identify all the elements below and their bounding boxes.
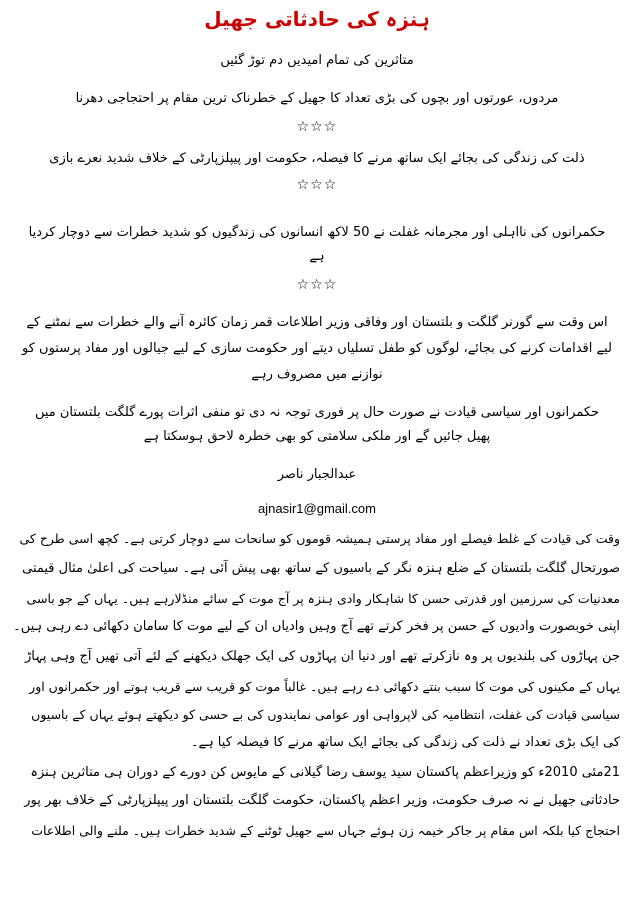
- body-line: یہاں کے مکینوں کی موت کا سبب بنتے دکھائی دے رہے ہیں۔ غالباً موت کو قریب سے قریب ہوتے اور حکمرانوں اور: [29, 679, 620, 694]
- headline-2: ذلت کی زندگی کی بجائے ایک ساتھ مرنے کا فیصلہ، حکومت اور پیپلزپارٹی کے خلاف شدید نعرے بازی: [49, 151, 585, 166]
- body-line: 21مئی 2010ء کو وزیراعظم پاکستان سید یوسف رضا گیلانی کے مایوس کن دورے کے دوران ہی متاثرین ہنزہ: [30, 765, 620, 780]
- body-line: کی ایک بڑی تعداد نے ذلت کی زندگی کی بجائے ایک ساتھ مرنے کا فیصلہ کیا ہے۔: [190, 735, 620, 750]
- star-separator: ☆☆☆: [296, 177, 338, 193]
- lead-line: حکمرانوں اور سیاسی قیادت نے صورت حال پر فوری توجہ نہ دی تو منفی اثرات پورے گلگت بلتستان میں: [34, 405, 600, 420]
- article-title: ہنزہ کی حادثاتی جھیل: [204, 7, 430, 31]
- lead-line: نوازنے میں مصروف رہے: [251, 367, 383, 382]
- body-line: حادثاتی جھیل نے نہ صرف حکومت، وزیر اعظم پاکستان، حکومت گلگت بلتستان اور پیپلزپارٹی کے خلاف بھر پور: [24, 793, 620, 808]
- lead-line: اس وقت سے گورنر گلگت و بلتستان اور وفاقی وزیر اطلاعات قمر زمان کائرہ آنے والے خطرات سے نمٹنے کے: [26, 315, 608, 330]
- body-line: سیاسی قیادت کی غفلت، انتظامیہ کی لاپرواہی اور عوامی نمایندوں کی بے حسی کو دیکھتے ہوئے یہاں کے باسیوں: [31, 707, 620, 722]
- headline-3-line-2: ہے: [309, 249, 325, 264]
- headline-1: مردوں، عورتوں اور بچوں کی بڑی تعداد کا جھیل کے خطرناک ترین مقام پر احتجاجی دھرنا: [75, 91, 559, 106]
- body-line: جن پہاڑوں کی بلندیوں پر وہ نازکرتے تھے اور دنیا ان پہاڑوں کی ایک جھلک دیکھنے کے لئے آتی تھیں آج وہی پہاڑ: [25, 649, 620, 664]
- star-separator: ☆☆☆: [296, 277, 338, 293]
- body-line: اپنی خوبصورت وادیوں کے حسن پر فخر کرتے تھے آج وہیں وادیاں ان کے لیے موت کا سامان دکھائی دے رہی ہیں۔: [13, 619, 620, 634]
- article-subtitle: متاثرین کی تمام امیدیں دم توڑ گئیں: [220, 53, 414, 68]
- author-email[interactable]: ajnasir1@gmail.com: [258, 501, 376, 516]
- author-email-row: [0, 500, 634, 519]
- lead-line: پھیل جائیں گے اور ملکی سلامتی کو بھی خطرہ لاحق ہوسکتا ہے: [143, 429, 491, 444]
- body-line: معدنیات کی سرزمین اور قدرتی حسن کا شاہکار وادی ہنزہ پر آج موت کے سائے منڈلارہے ہیں۔ یہاں کے جو باسی: [26, 591, 620, 606]
- author-name: عبدالجبار ناصر: [277, 467, 357, 482]
- star-separator: ☆☆☆: [296, 119, 338, 135]
- headline-3-line-1: حکمرانوں کی نااہلی اور مجرمانہ غفلت نے 50 لاکھ انسانوں کی زندگیوں کو شدید خطرات سے دوچار کردیا: [28, 225, 606, 240]
- lead-line: لیے اقدامات کرنے کی بجائے، لوگوں کو طفل تسلیاں دیتے اور حکومت سازی کے لیے جیالوں اور مفاد پرستوں کو: [22, 341, 612, 356]
- body-line: وقت کی قیادت کے غلط فیصلے اور مفاد پرستی ہمیشہ قوموں کو سانحات سے دوچار کرتی ہے۔ کچھ اسی طرح کی: [19, 531, 620, 546]
- body-line: احتجاج کیا بلکہ اس مقام پر جاکر خیمہ زن ہوئے جہاں سے جھیل ٹوٹنے کے شدید خطرات ہیں۔ ملنے والی اطلاعات: [31, 823, 620, 838]
- body-line: صورتحال گلگت بلتستان کے ضلع ہنزہ نگر کے باسیوں کے ساتھ بھی پیش آئی ہے۔ سیاحت کی اعلیٰ مثال قیمتی: [22, 561, 620, 576]
